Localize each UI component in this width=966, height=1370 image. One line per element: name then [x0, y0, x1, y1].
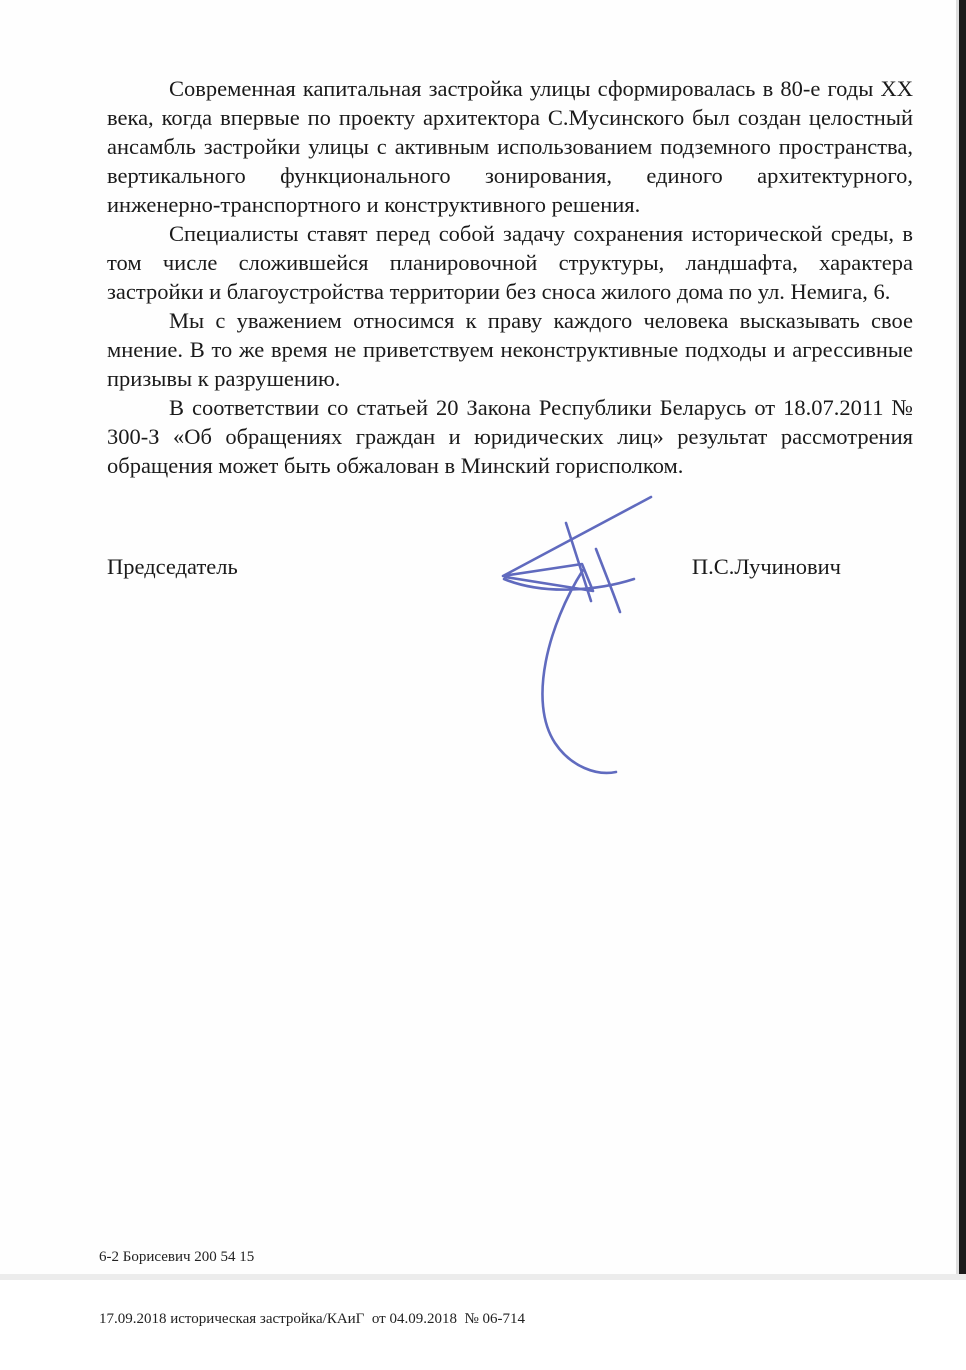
paragraph-1: Современная капитальная застройка улицы сформировалась в 80-е годы XX века, когда впервые по проекту архитектора С.Мусинского был создан целостный ансамбль застройки улицы с активным использованием подземного пространства, вертикального функционального зонирования, единого архитектурного, инженерно-транспортного и конструктивного решения. [107, 76, 913, 217]
scan-edge-right [959, 0, 966, 1280]
signer-position-title: Председатель [107, 554, 238, 579]
signature-ink-strokes [503, 497, 651, 773]
signer-name: П.С.Лучинович [691, 554, 841, 579]
scan-edge-bottom [0, 1274, 966, 1280]
footer-line-executor: 6-2 Борисевич 200 54 15 [99, 1249, 255, 1265]
letter-body [107, 74, 913, 480]
reference-footer [99, 1206, 525, 1370]
footer-line-reference: 17.09.2018 историческая застройка/КАиГ от 04.09.2018 № 06-714 [99, 1310, 526, 1327]
paragraph-4: В соответствии со статьей 20 Закона Республики Беларусь от 18.07.2011 № 300-З «Об обращениях граждан и юридических лиц» результат рассмотрения обращения может быть обжалован в Минский горисполком. [107, 395, 913, 478]
signature-block [107, 552, 913, 581]
paragraph-2: Специалисты ставят перед собой задачу сохранения исторической среды, в том числе сложившейся планировочной структуры, ландшафта, характера застройки и благоустройства территории без сноса жилого дома по ул. Немига, 6. [107, 221, 913, 304]
paragraph-3: Мы с уважением относимся к праву каждого человека высказывать свое мнение. В то же время не приветствуем неконструктивные подходы и агрессивные призывы к разрушению. [107, 308, 913, 391]
